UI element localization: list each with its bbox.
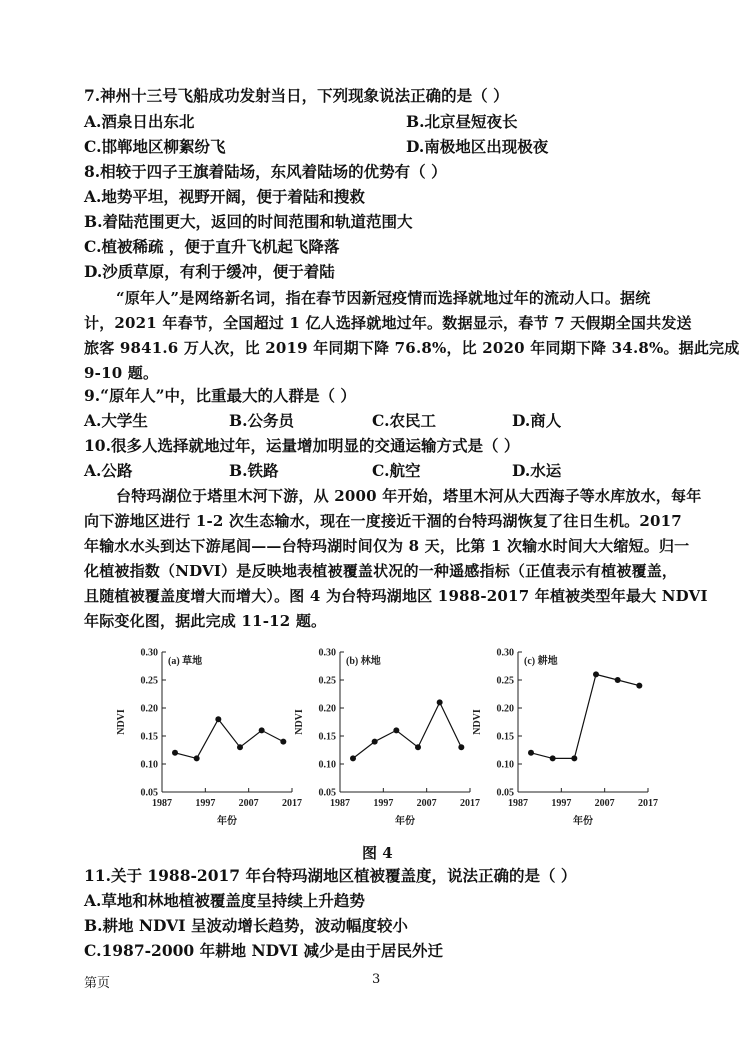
data-point	[194, 755, 200, 761]
data-point	[636, 683, 642, 689]
passage2-line-2: 向下游地区进行 1-2 次生态输水，现在一度接近干涸的台特玛湖恢复了往日生机。2017	[84, 512, 682, 530]
q11-stem: 11.关于 1988-2017 年台特玛湖地区植被覆盖度，说法正确的是（ ）	[84, 866, 577, 885]
passage2-line-1: 台特玛湖位于塔里木河下游，从 2000 年开始，塔里木河从大西海子等水库放水，每年	[116, 487, 702, 505]
y-tick-label: 0.30	[140, 647, 158, 659]
x-tick-label: 2017	[460, 798, 480, 809]
y-tick-label: 0.05	[318, 787, 336, 799]
y-tick-label: 0.20	[318, 703, 336, 715]
x-tick-label: 1997	[551, 798, 572, 809]
q10-option-b: B.铁路	[229, 461, 279, 480]
passage2-line-4: 化植被指数（NDVI）是反映地表植被覆盖状况的一种遥感指标（正值表示有植被覆盖，	[84, 562, 678, 580]
x-axis-label: 年份	[217, 816, 237, 827]
x-tick-label: 1987	[152, 798, 172, 809]
data-point	[615, 677, 621, 683]
data-point	[172, 750, 178, 756]
passage1-line-4: 9-10 题。	[84, 364, 159, 382]
data-point	[372, 739, 378, 745]
x-tick-label: 1987	[330, 798, 350, 809]
series-line	[175, 719, 283, 758]
q9-option-d: D.商人	[512, 411, 562, 430]
passage2-line-5: 且随植被覆盖度增大而增大）。图 4 为台特玛湖地区 1988-2017 年植被类型年最大 NDVI	[84, 587, 708, 605]
q10-option-d: D.水运	[512, 461, 562, 480]
y-tick-label: 0.10	[318, 759, 336, 771]
q8-option-b: B.着陆范围更大，返回的时间范围和轨道范围大	[84, 212, 413, 231]
y-tick-label: 0.25	[140, 675, 158, 687]
data-point	[215, 716, 221, 722]
q11-option-b: B.耕地 NDVI 呈波动增长趋势，波动幅度较小	[84, 916, 408, 935]
q8-option-a: A.地势平坦，视野开阔，便于着陆和搜救	[84, 187, 365, 206]
q8-option-d: D.沙质草原，有利于缓冲，便于着陆	[84, 262, 335, 281]
q7-option-c: C.邯郸地区柳絮纷飞	[84, 137, 226, 156]
q7-option-a: A.酒泉日出东北	[84, 112, 195, 131]
passage2-line-3: 年输水水头到达下游尾闾——台特玛湖时间仅为 8 天，比第 1 次输水时间大大缩短。归一	[84, 537, 690, 555]
q9-option-b: B.公务员	[229, 411, 294, 430]
data-point	[528, 750, 534, 756]
y-tick-label: 0.10	[496, 759, 514, 771]
data-point	[237, 744, 243, 750]
x-tick-label: 1997	[195, 798, 216, 809]
x-tick-label: 2017	[282, 798, 302, 809]
passage1-line-3: 旅客 9841.6 万人次，比 2019 年同期下降 76.8%，比 2020 年同期下降 34.8%。据此完成	[84, 339, 740, 357]
ndvi-chart-grassland	[108, 640, 308, 835]
q11-option-c: C.1987-2000 年耕地 NDVI 减少是由于居民外迁	[84, 941, 443, 960]
chart-title: (c) 耕地	[524, 656, 558, 667]
q7-option-b: B.北京昼短夜长	[406, 112, 518, 131]
data-point	[259, 727, 265, 733]
series-line	[353, 702, 461, 758]
q10-stem: 10.很多人选择就地过年，运量增加明显的交通运输方式是（ ）	[84, 436, 520, 455]
q7-stem: 7.神州十三号飞船成功发射当日，下列现象说法正确的是（ ）	[84, 86, 509, 105]
x-tick-label: 2007	[416, 798, 437, 809]
x-tick-label: 1987	[508, 798, 528, 809]
q9-stem: 9.“原年人”中，比重最大的人群是（ ）	[84, 386, 356, 405]
y-tick-label: 0.15	[318, 731, 336, 743]
data-point	[393, 727, 399, 733]
data-point	[593, 671, 599, 677]
q8-option-c: C.植被稀疏 ，便于直升飞机起飞降落	[84, 237, 340, 256]
q11-option-a: A.草地和林地植被覆盖度呈持续上升趋势	[84, 891, 365, 910]
figure-caption: 图 4	[362, 844, 393, 862]
y-tick-label: 0.15	[140, 731, 158, 743]
data-point	[571, 755, 577, 761]
x-tick-label: 2017	[638, 798, 658, 809]
y-tick-label: 0.20	[140, 703, 158, 715]
footer-page-label: 第页	[84, 976, 111, 991]
y-tick-label: 0.30	[496, 647, 514, 659]
y-tick-label: 0.10	[140, 759, 158, 771]
y-tick-label: 0.05	[496, 787, 514, 799]
y-tick-label: 0.20	[496, 703, 514, 715]
y-axis-label: NDVI	[294, 709, 305, 735]
passage2-line-6: 年际变化图，据此完成 11-12 题。	[84, 612, 327, 630]
ndvi-chart-farmland	[464, 640, 664, 835]
q9-option-a: A.大学生	[84, 411, 148, 430]
data-point	[350, 755, 356, 761]
y-axis-label: NDVI	[472, 709, 483, 735]
q7-option-d: D.南极地区出现极夜	[406, 137, 549, 156]
q10-option-c: C.航空	[372, 461, 421, 480]
ndvi-chart-forest	[286, 640, 486, 835]
x-tick-label: 1997	[373, 798, 394, 809]
q8-stem: 8.相较于四子王旗着陆场，东风着陆场的优势有（ ）	[84, 162, 447, 181]
series-line	[531, 674, 639, 758]
y-axis-label: NDVI	[116, 709, 127, 735]
x-tick-label: 2007	[238, 798, 259, 809]
passage1-line-2: 计，2021 年春节，全国超过 1 亿人选择就地过年。数据显示，春节 7 天假期全国共发送	[84, 314, 692, 332]
chart-title: (a) 草地	[168, 656, 203, 667]
passage1-line-1: “原年人”是网络新名词，指在春节因新冠疫情而选择就地过年的流动人口。据统	[116, 289, 651, 307]
x-axis-label: 年份	[395, 816, 415, 827]
q10-option-a: A.公路	[84, 461, 133, 480]
chart-title: (b) 林地	[346, 656, 381, 667]
x-tick-label: 2007	[594, 798, 615, 809]
y-tick-label: 0.05	[140, 787, 158, 799]
page-number: 3	[372, 972, 381, 987]
x-axis-label: 年份	[573, 816, 593, 827]
y-tick-label: 0.15	[496, 731, 514, 743]
data-point	[415, 744, 421, 750]
data-point	[437, 699, 443, 705]
y-tick-label: 0.30	[318, 647, 336, 659]
q9-option-c: C.农民工	[372, 411, 436, 430]
y-tick-label: 0.25	[496, 675, 514, 687]
y-tick-label: 0.25	[318, 675, 336, 687]
data-point	[550, 755, 556, 761]
